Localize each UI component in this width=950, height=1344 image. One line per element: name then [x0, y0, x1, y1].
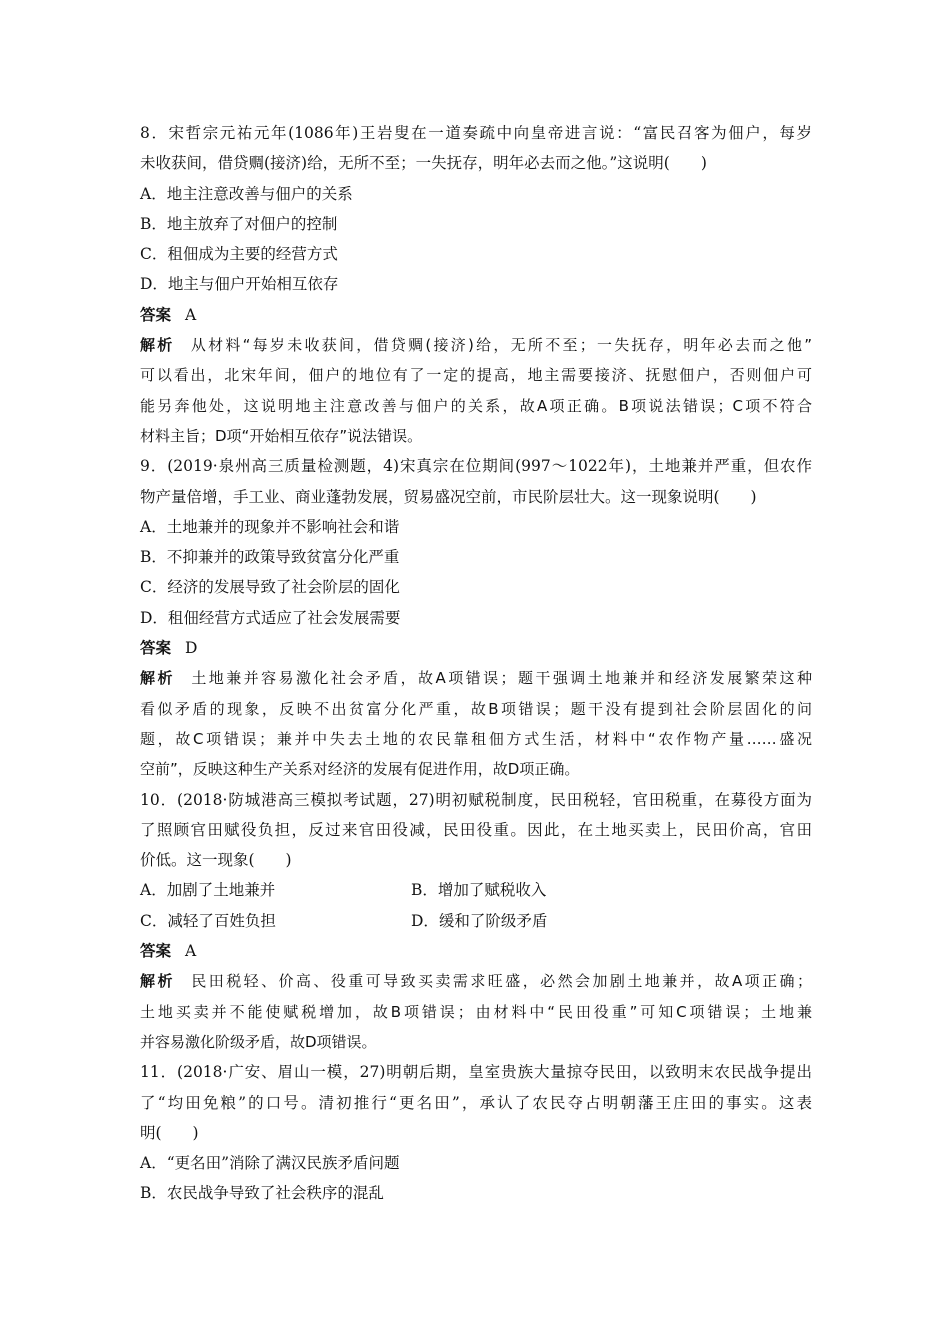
question-stem-line: 价低。这一现象( ) — [140, 851, 292, 870]
option-c: C．经济的发展导致了社会阶层的固化 — [140, 578, 400, 597]
option-a: A．加剧了土地兼并 — [140, 881, 276, 900]
answer-label: 答案 — [140, 639, 172, 658]
answer-value: D — [185, 639, 198, 658]
question-stem-line: 明( ) — [140, 1123, 199, 1142]
analysis-label: 解析 — [140, 972, 175, 991]
analysis-text: 从材料“每岁未收获间，借贷赒(接济)给，无所不至；一失抚存，明年必去而之他” — [188, 336, 812, 355]
option-row — [140, 906, 812, 936]
analysis-line: 题，故C项错误；兼并中失去土地的农民靠租佃方式生活，材料中“农作物产量……盛况 — [140, 729, 812, 748]
document-page — [140, 118, 812, 1209]
analysis-label: 解析 — [140, 336, 175, 355]
answer-label: 答案 — [140, 942, 172, 961]
answer-value: A — [185, 305, 197, 324]
question-9 — [140, 451, 812, 784]
analysis-label: 解析 — [140, 669, 175, 688]
answer-line — [140, 936, 812, 966]
option-d: D．缓和了阶级矛盾 — [411, 911, 548, 930]
question-stem-line: 了“均田免粮”的口号。清初推行“更名田”，承认了农民夺占明朝藩王庄田的事实。这表 — [140, 1093, 812, 1112]
analysis-line: 能另奔他处，这说明地主注意改善与佃户的关系，故A项正确。B项说法错误；C项不符合 — [140, 396, 812, 415]
option-d: D．地主与佃户开始相互依存 — [140, 275, 339, 294]
option-c: C．租佃成为主要的经营方式 — [140, 245, 338, 264]
question-stem-line: 10．(2018·防城港高三模拟考试题，27)明初赋税制度，民田税轻，官田税重，在募役方面为 — [140, 790, 812, 809]
question-11 — [140, 1057, 812, 1208]
option-d: D．租佃经营方式适应了社会发展需要 — [140, 608, 401, 627]
option-c: C．减轻了百姓负担 — [140, 911, 276, 930]
analysis-line: 材料主旨；D项“开始相互依存”说法错误。 — [140, 426, 423, 445]
option-b: B．增加了赋税收入 — [411, 881, 547, 900]
question-stem-line: 物产量倍增，手工业、商业蓬勃发展，贸易盛况空前，市民阶层壮大。这一现象说明( ) — [140, 487, 757, 506]
option-a: A．地主注意改善与佃户的关系 — [140, 184, 353, 203]
analysis-line — [140, 330, 812, 360]
analysis-text: 土地兼并容易激化社会矛盾，故A项错误；题干强调土地兼并和经济发展繁荣这种 — [188, 669, 812, 688]
question-stem-line: 8．宋哲宗元祐元年(1086年)王岩叟在一道奏疏中向皇帝进言说：“富民召客为佃户，每岁 — [140, 124, 812, 142]
option-b: B．不抑兼并的政策导致贫富分化严重 — [140, 548, 400, 567]
analysis-line: 可以看出，北宋年间，佃户的地位有了一定的提高，地主需要接济、抚慰佃户，否则佃户可 — [140, 366, 812, 385]
analysis-line: 看似矛盾的现象，反映不出贫富分化严重，故B项错误；题干没有提到社会阶层固化的问 — [140, 699, 812, 718]
option-row — [140, 875, 812, 905]
analysis-line: 并容易激化阶级矛盾，故D项错误。 — [140, 1032, 377, 1051]
answer-label: 答案 — [140, 305, 172, 324]
answer-line — [140, 300, 812, 330]
analysis-line — [140, 663, 812, 693]
option-a: A．土地兼并的现象并不影响社会和谐 — [140, 517, 400, 536]
analysis-line — [140, 966, 812, 996]
answer-value: A — [185, 942, 197, 961]
option-b: B．农民战争导致了社会秩序的混乱 — [140, 1184, 384, 1203]
question-stem-line: 11．(2018·广安、眉山一模，27)明朝后期，皇室贵族大量掠夺民田，以致明末农民战争提出 — [140, 1063, 812, 1082]
analysis-line: 空前”，反映这种生产关系对经济的发展有促进作用，故D项正确。 — [140, 760, 580, 779]
question-stem-line: 了照顾官田赋役负担，反过来官田役减，民田役重。因此，在土地买卖上，民田价高，官田 — [140, 820, 812, 839]
option-a: A．“更名田”消除了满汉民族矛盾问题 — [140, 1154, 400, 1173]
question-10 — [140, 785, 812, 1058]
question-8 — [140, 118, 812, 451]
answer-line — [140, 633, 812, 663]
option-b: B．地主放弃了对佃户的控制 — [140, 214, 338, 233]
analysis-line: 土地买卖并不能使赋税增加，故B项错误；由材料中“民田役重”可知C项错误；土地兼 — [140, 1002, 812, 1021]
question-stem-line: 9．(2019·泉州高三质量检测题，4)宋真宗在位期间(997～1022年)，土地兼并严重，但农作 — [140, 457, 812, 476]
question-stem-line: 未收获间，借贷赒(接济)给，无所不至；一失抚存，明年必去而之他。”这说明( ) — [140, 154, 707, 173]
analysis-text: 民田税轻、价高、役重可导致买卖需求旺盛，必然会加剧土地兼并，故A项正确； — [188, 972, 812, 991]
